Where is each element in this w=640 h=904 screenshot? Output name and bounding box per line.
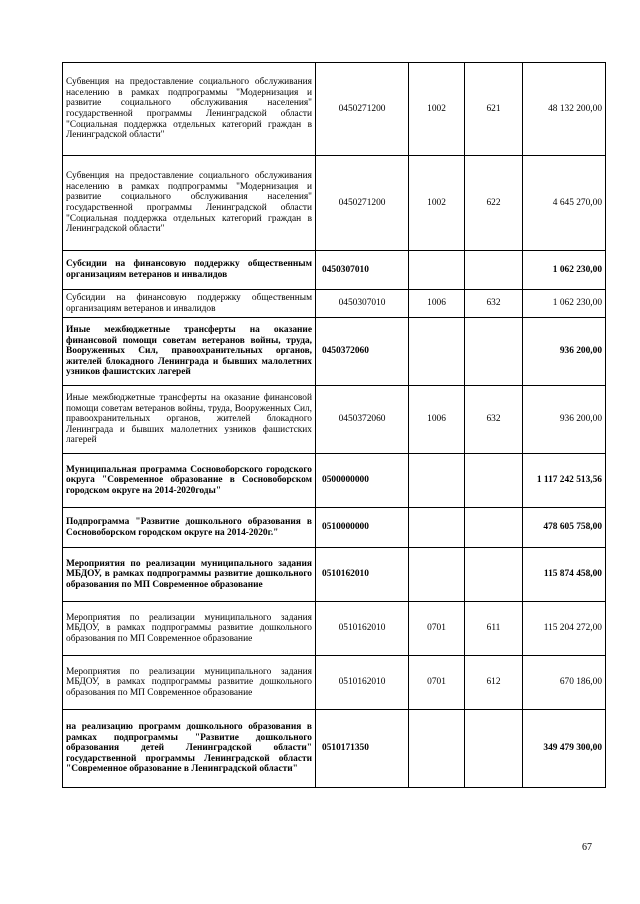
row-code-cell: 0450271200	[316, 156, 409, 251]
row-type-cell: 632	[465, 290, 523, 318]
row-name-cell: Иные межбюджетные трансферты на оказание финансовой помощи советам ветеранов войны, труда, Вооруженных Сил, правоохранительных органов, жителей блокадного Ленинграда и бывших малолетних узников фашистских лагерей	[63, 318, 316, 386]
row-sum-cell: 936 200,00	[523, 318, 606, 386]
row-code-cell: 0510000000	[316, 508, 409, 548]
row-type-cell: 611	[465, 602, 523, 656]
row-code-cell: 0450271200	[316, 63, 409, 156]
row-name-cell: Субсидии на финансовую поддержку общественным организациям ветеранов и инвалидов	[63, 290, 316, 318]
row-section-cell	[409, 454, 465, 508]
row-type-cell: 622	[465, 156, 523, 251]
row-code-cell: 0510162010	[316, 656, 409, 710]
row-section-cell	[409, 318, 465, 386]
table-row	[63, 508, 606, 548]
row-sum-cell: 349 479 300,00	[523, 710, 606, 788]
row-sum-cell: 1 117 242 513,56	[523, 454, 606, 508]
row-sum-cell: 670 186,00	[523, 656, 606, 710]
row-code-cell: 0450372060	[316, 318, 409, 386]
row-sum-cell: 115 874 458,00	[523, 548, 606, 602]
row-sum-cell: 115 204 272,00	[523, 602, 606, 656]
row-type-cell: 612	[465, 656, 523, 710]
row-section-cell	[409, 251, 465, 290]
row-type-cell	[465, 318, 523, 386]
budget-table-body	[63, 63, 606, 788]
row-type-cell	[465, 251, 523, 290]
row-type-cell: 621	[465, 63, 523, 156]
table-row	[63, 251, 606, 290]
row-code-cell: 0500000000	[316, 454, 409, 508]
table-row	[63, 63, 606, 156]
table-row	[63, 548, 606, 602]
row-name-cell: Субвенция на предоставление социального обслуживания населению в рамках подпрограммы "Модернизация и развитие социального обслуживания населения" государственной программы Ленинградской области "Социальная поддержка отдельных категорий граждан в Ленинградской области"	[63, 156, 316, 251]
table-row	[63, 602, 606, 656]
row-type-cell	[465, 508, 523, 548]
row-code-cell: 0510171350	[316, 710, 409, 788]
row-code-cell: 0450372060	[316, 386, 409, 454]
row-name-cell: на реализацию программ дошкольного образования в рамках подпрограммы "Развитие дошкольного образования детей Ленинградской области" государственной программы Ленинградской области "Современное образование в Ленинградской области"	[63, 710, 316, 788]
row-code-cell: 0510162010	[316, 602, 409, 656]
row-type-cell	[465, 710, 523, 788]
table-row	[63, 656, 606, 710]
row-section-cell	[409, 710, 465, 788]
row-code-cell: 0450307010	[316, 251, 409, 290]
table-row	[63, 290, 606, 318]
table-row	[63, 454, 606, 508]
table-row	[63, 156, 606, 251]
page-number: 67	[582, 842, 592, 853]
row-section-cell: 0701	[409, 602, 465, 656]
row-section-cell: 0701	[409, 656, 465, 710]
row-type-cell	[465, 548, 523, 602]
row-section-cell: 1002	[409, 63, 465, 156]
row-sum-cell: 1 062 230,00	[523, 251, 606, 290]
row-sum-cell: 1 062 230,00	[523, 290, 606, 318]
row-section-cell: 1006	[409, 290, 465, 318]
table-row	[63, 318, 606, 386]
row-name-cell: Мероприятия по реализации муниципального задания МБДОУ, в рамках подпрограммы развитие дошкольного образования по МП Современное образование	[63, 548, 316, 602]
row-section-cell	[409, 548, 465, 602]
row-sum-cell: 478 605 758,00	[523, 508, 606, 548]
row-section-cell: 1002	[409, 156, 465, 251]
row-sum-cell: 48 132 200,00	[523, 63, 606, 156]
row-name-cell: Муниципальная программа Сосновоборского городского округа "Современное образование в Сосновоборском городском округе на 2014-2020годы"	[63, 454, 316, 508]
row-name-cell: Субвенция на предоставление социального обслуживания населению в рамках подпрограммы "Модернизация и развитие социального обслуживания населения" государственной программы Ленинградской области "Социальная поддержка отдельных категорий граждан в Ленинградской области"	[63, 63, 316, 156]
row-name-cell: Мероприятия по реализации муниципального задания МБДОУ, в рамках подпрограммы развитие дошкольного образования по МП Современное образование	[63, 602, 316, 656]
row-section-cell	[409, 508, 465, 548]
row-name-cell: Иные межбюджетные трансферты на оказание финансовой помощи советам ветеранов войны, труда, Вооруженных Сил, правоохранительных органов, жителей блокадного Ленинграда и бывших малолетних узников фашистских лагерей	[63, 386, 316, 454]
row-type-cell	[465, 454, 523, 508]
row-sum-cell: 4 645 270,00	[523, 156, 606, 251]
row-name-cell: Подпрограмма "Развитие дошкольного образования в Сосновоборском городском округе на 2014-2020г."	[63, 508, 316, 548]
row-section-cell: 1006	[409, 386, 465, 454]
table-row	[63, 386, 606, 454]
row-sum-cell: 936 200,00	[523, 386, 606, 454]
row-code-cell: 0450307010	[316, 290, 409, 318]
budget-table	[62, 62, 606, 788]
row-code-cell: 0510162010	[316, 548, 409, 602]
row-type-cell: 632	[465, 386, 523, 454]
row-name-cell: Мероприятия по реализации муниципального задания МБДОУ, в рамках подпрограммы развитие дошкольного образования по МП Современное образование	[63, 656, 316, 710]
row-name-cell: Субсидии на финансовую поддержку общественным организациям ветеранов и инвалидов	[63, 251, 316, 290]
table-row	[63, 710, 606, 788]
